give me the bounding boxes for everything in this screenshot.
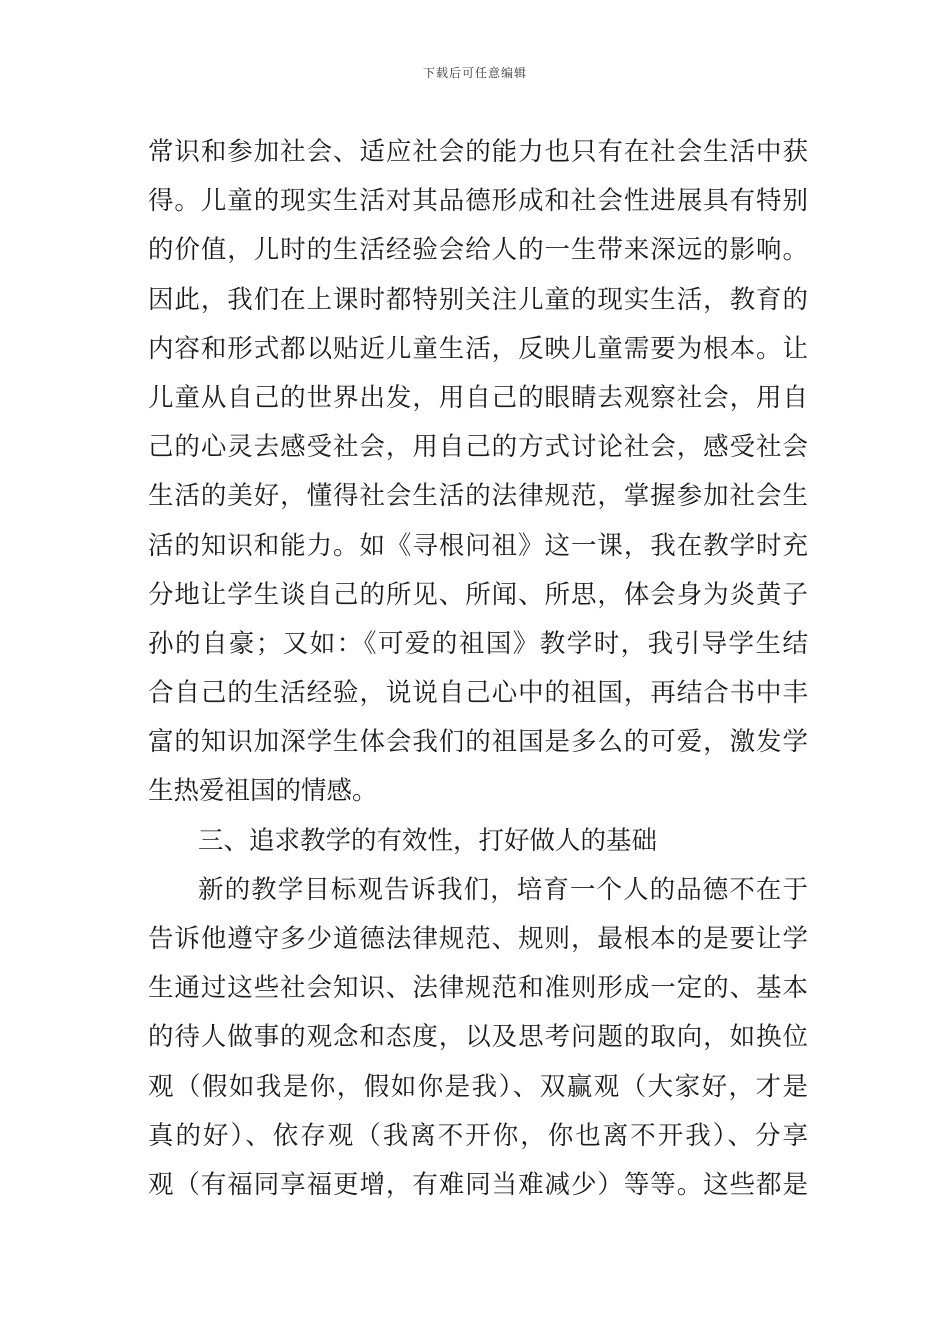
text-line: 观（有福同享福更增，有难同当难减少）等等。这些都是 [148,1169,808,1200]
text-line: 告诉他遵守多少道德法律规范、规则，最根本的是要让学 [148,924,808,954]
text-line: 观（假如我是你，假如你是我）、双赢观（大家好，才是 [148,1071,808,1102]
text-line: 生通过这些社会知识、法律规范和准则形成一定的、基本 [148,973,808,1004]
document-body [148,128,808,1210]
paragraph-first-line: 新的教学目标观告诉我们，培育一个人的品德不在于 [198,874,808,905]
text-line: 己的心灵去感受社会，用自己的方式讨论社会，感受社会 [148,432,808,463]
text-line: 得。儿童的现实生活对其品德形成和社会性进展具有特别 [148,186,808,217]
page-header: 下载后可任意编辑 [422,66,527,80]
text-line: 合自己的生活经验，说说自己心中的祖国，再结合书中丰 [148,678,808,709]
text-line: 常识和参加社会、适应社会的能力也只有在社会生活中获 [148,137,808,167]
text-line: 真的好）、依存观（我离不开你，你也离不开我）、分享 [148,1120,808,1151]
text-line: 的价值，儿时的生活经验会给人的一生带来深远的影响。 [148,235,808,266]
text-line: 分地让学生谈自己的所见、所闻、所思，体会身为炎黄子 [148,579,808,610]
section-heading: 三、追求教学的有效性，打好做人的基础 [198,825,658,856]
text-line: 的待人做事的观念和态度，以及思考问题的取向，如换位 [148,1022,808,1053]
text-line: 儿童从自己的世界出发，用自己的眼睛去观察社会，用自 [148,382,808,413]
text-line: 内容和形式都以贴近儿童生活，反映儿童需要为根本。让 [148,333,808,364]
text-line: 孙的自豪；又如：《可爱的祖国》教学时，我引导学生结 [148,628,808,659]
paragraph-end-line: 生热爱祖国的情感。 [148,776,378,807]
text-line: 富的知识加深学生体会我们的祖国是多么的可爱，激发学 [148,727,808,758]
text-line: 生活的美好，懂得社会生活的法律规范，掌握参加社会生 [148,481,808,512]
text-line: 活的知识和能力。如《寻根问祖》这一课，我在教学时充 [148,530,808,561]
text-line: 因此，我们在上课时都特别关注儿童的现实生活，教育的 [148,284,808,315]
